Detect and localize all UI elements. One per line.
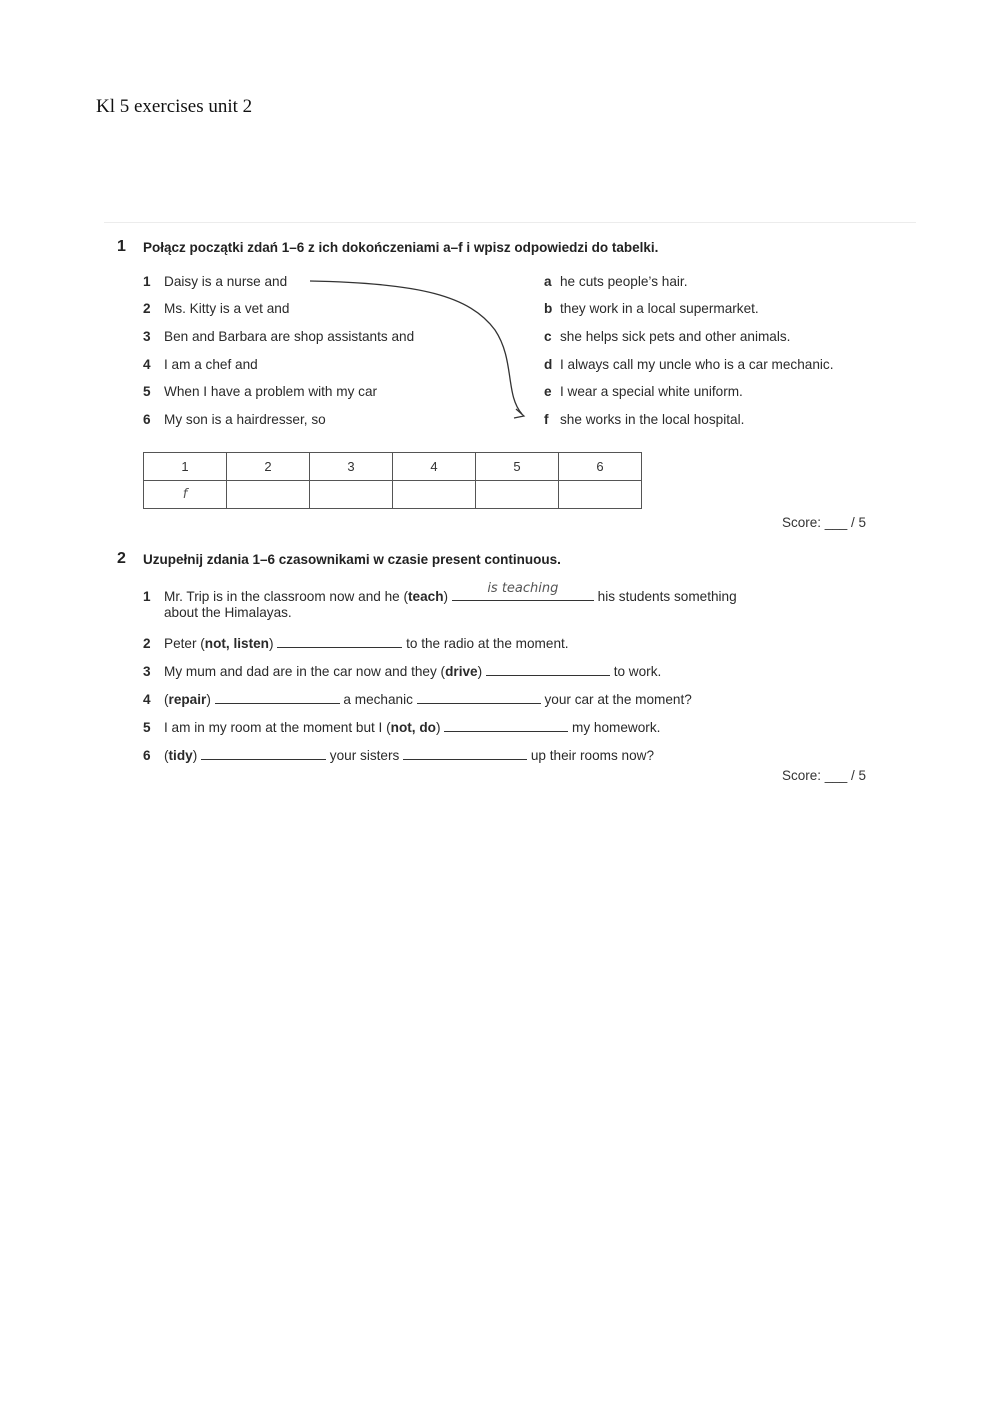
beginning-6-text: My son is a hairdresser, so <box>164 412 326 427</box>
beginning-3-num: 3 <box>143 329 151 344</box>
sentence-6 <box>143 745 654 763</box>
ending-e <box>544 384 743 399</box>
beginning-4 <box>143 357 258 372</box>
scan-edge <box>104 222 916 223</box>
answer-header-3: 3 <box>310 453 393 481</box>
sentence-5-text-c: my homework. <box>572 720 661 735</box>
answer-header-6: 6 <box>559 453 642 481</box>
sentence-6-text-b: ) <box>192 748 198 763</box>
sentence-4 <box>143 689 692 707</box>
sentence-6-blank-2[interactable] <box>403 745 527 760</box>
exercise2-number: 2 <box>117 550 126 567</box>
ending-c-letter: c <box>544 329 552 344</box>
sentence-6-blank-1[interactable] <box>201 745 326 760</box>
beginning-6 <box>143 412 326 427</box>
sentence-5-num: 5 <box>143 720 151 735</box>
sentence-4-num: 4 <box>143 692 151 707</box>
answer-header-1: 1 <box>144 453 227 481</box>
answer-header-2: 2 <box>227 453 310 481</box>
document-title: Kl 5 exercises unit 2 <box>96 96 253 117</box>
sentence-2-num: 2 <box>143 636 151 651</box>
exercise2-score: Score: ___ / 5 <box>782 768 867 783</box>
answer-table <box>143 452 642 509</box>
sentence-4-verb: repair <box>168 692 207 707</box>
beginning-6-num: 6 <box>143 412 151 427</box>
sentence-3-text-b: ) <box>477 664 483 679</box>
sentence-1-text-b: ) <box>443 589 449 604</box>
sentence-6-num: 6 <box>143 748 151 763</box>
sentence-1-text-a: Mr. Trip is in the classroom now and he ( <box>164 589 409 604</box>
exercise2-instruction: Uzupełnij zdania 1–6 czasownikami w czasie present continuous. <box>143 552 561 567</box>
ending-d-text: I always call my uncle who is a car mechanic. <box>560 357 834 372</box>
ending-f-letter: f <box>544 412 549 427</box>
sentence-3-text-a: My mum and dad are in the car now and they ( <box>164 664 446 679</box>
beginning-1 <box>143 274 287 289</box>
exercise1-instruction: Połącz początki zdań 1–6 z ich dokończeniami a–f i wpisz odpowiedzi do tabelki. <box>143 240 659 255</box>
answer-header-5: 5 <box>476 453 559 481</box>
ending-a-text: he cuts people’s hair. <box>560 274 688 289</box>
sentence-1-text-c: his students something <box>597 589 737 604</box>
exercise1-number: 1 <box>117 238 126 255</box>
answer-cell-4[interactable] <box>393 481 476 509</box>
sentence-6-text-d: up their rooms now? <box>530 748 655 763</box>
sentence-2-text-a: Peter ( <box>164 636 205 651</box>
sentence-1 <box>143 581 737 604</box>
ending-b-text: they work in a local supermarket. <box>560 301 759 316</box>
beginning-5 <box>143 384 377 399</box>
sentence-5-text-a: I am in my room at the moment but I ( <box>164 720 391 735</box>
sentence-6-verb: tidy <box>168 748 193 763</box>
beginning-1-num: 1 <box>143 274 151 289</box>
sentence-4-text-a: ( <box>164 692 169 707</box>
sentence-6-text-a: ( <box>164 748 169 763</box>
ending-f <box>544 412 744 427</box>
beginning-5-text: When I have a problem with my car <box>164 384 378 399</box>
exercise1-score: Score: ___ / 5 <box>782 515 867 530</box>
sentence-5-blank[interactable] <box>444 717 568 732</box>
ending-f-text: she works in the local hospital. <box>560 412 745 427</box>
sentence-3-verb: drive <box>445 664 478 679</box>
sentence-1-continuation: about the Himalayas. <box>164 605 292 620</box>
ending-a-letter: a <box>544 274 552 289</box>
sentence-4-blank-2[interactable] <box>417 689 541 704</box>
beginning-3 <box>143 329 414 344</box>
answer-header-4: 4 <box>393 453 476 481</box>
answer-cell-2[interactable] <box>227 481 310 509</box>
beginning-4-text: I am a chef and <box>164 357 258 372</box>
beginning-2-text: Ms. Kitty is a vet and <box>164 301 290 316</box>
sentence-3-num: 3 <box>143 664 151 679</box>
ending-d-letter: d <box>544 357 553 372</box>
beginning-2 <box>143 301 289 316</box>
ending-c-text: she helps sick pets and other animals. <box>560 329 791 344</box>
sentence-4-text-c: a mechanic <box>343 692 413 707</box>
sentence-5-verb: not, do <box>390 720 436 735</box>
ending-a <box>544 274 687 289</box>
sentence-2 <box>143 633 569 651</box>
ending-e-letter: e <box>544 384 552 399</box>
sentence-4-blank-1[interactable] <box>215 689 340 704</box>
sentence-1-blank[interactable] <box>452 581 594 601</box>
beginning-1-text: Daisy is a nurse and <box>164 274 288 289</box>
sentence-3 <box>143 661 661 679</box>
ending-c <box>544 329 790 344</box>
answer-cell-3[interactable] <box>310 481 393 509</box>
beginning-5-num: 5 <box>143 384 151 399</box>
ending-d <box>544 357 834 372</box>
sentence-1-answer: is teaching <box>487 581 559 596</box>
sentence-2-blank[interactable] <box>277 633 402 648</box>
beginning-4-num: 4 <box>143 357 151 372</box>
sentence-6-text-c: your sisters <box>329 748 400 763</box>
ending-b <box>544 301 759 316</box>
sentence-5 <box>143 717 660 735</box>
beginning-2-num: 2 <box>143 301 151 316</box>
sentence-1-num: 1 <box>143 589 151 604</box>
sentence-3-text-c: to work. <box>613 664 662 679</box>
answer-table-header-row <box>144 453 642 481</box>
sentence-5-text-b: ) <box>435 720 441 735</box>
ending-b-letter: b <box>544 301 553 316</box>
sentence-4-text-b: ) <box>206 692 211 707</box>
sentence-2-verb: not, listen <box>204 636 269 651</box>
answer-cell-5[interactable] <box>476 481 559 509</box>
sentence-2-text-b: ) <box>269 636 274 651</box>
sentence-1-verb: teach <box>408 589 444 604</box>
sentence-3-blank[interactable] <box>486 661 610 676</box>
beginning-3-text: Ben and Barbara are shop assistants and <box>164 329 415 344</box>
answer-table-answer-row <box>144 481 642 509</box>
sentence-2-text-c: to the radio at the moment. <box>406 636 569 651</box>
answer-cell-6[interactable] <box>559 481 642 509</box>
answer-cell-1[interactable]: f <box>144 481 227 509</box>
ending-e-text: I wear a special white uniform. <box>560 384 743 399</box>
sentence-4-text-d: your car at the moment? <box>544 692 692 707</box>
